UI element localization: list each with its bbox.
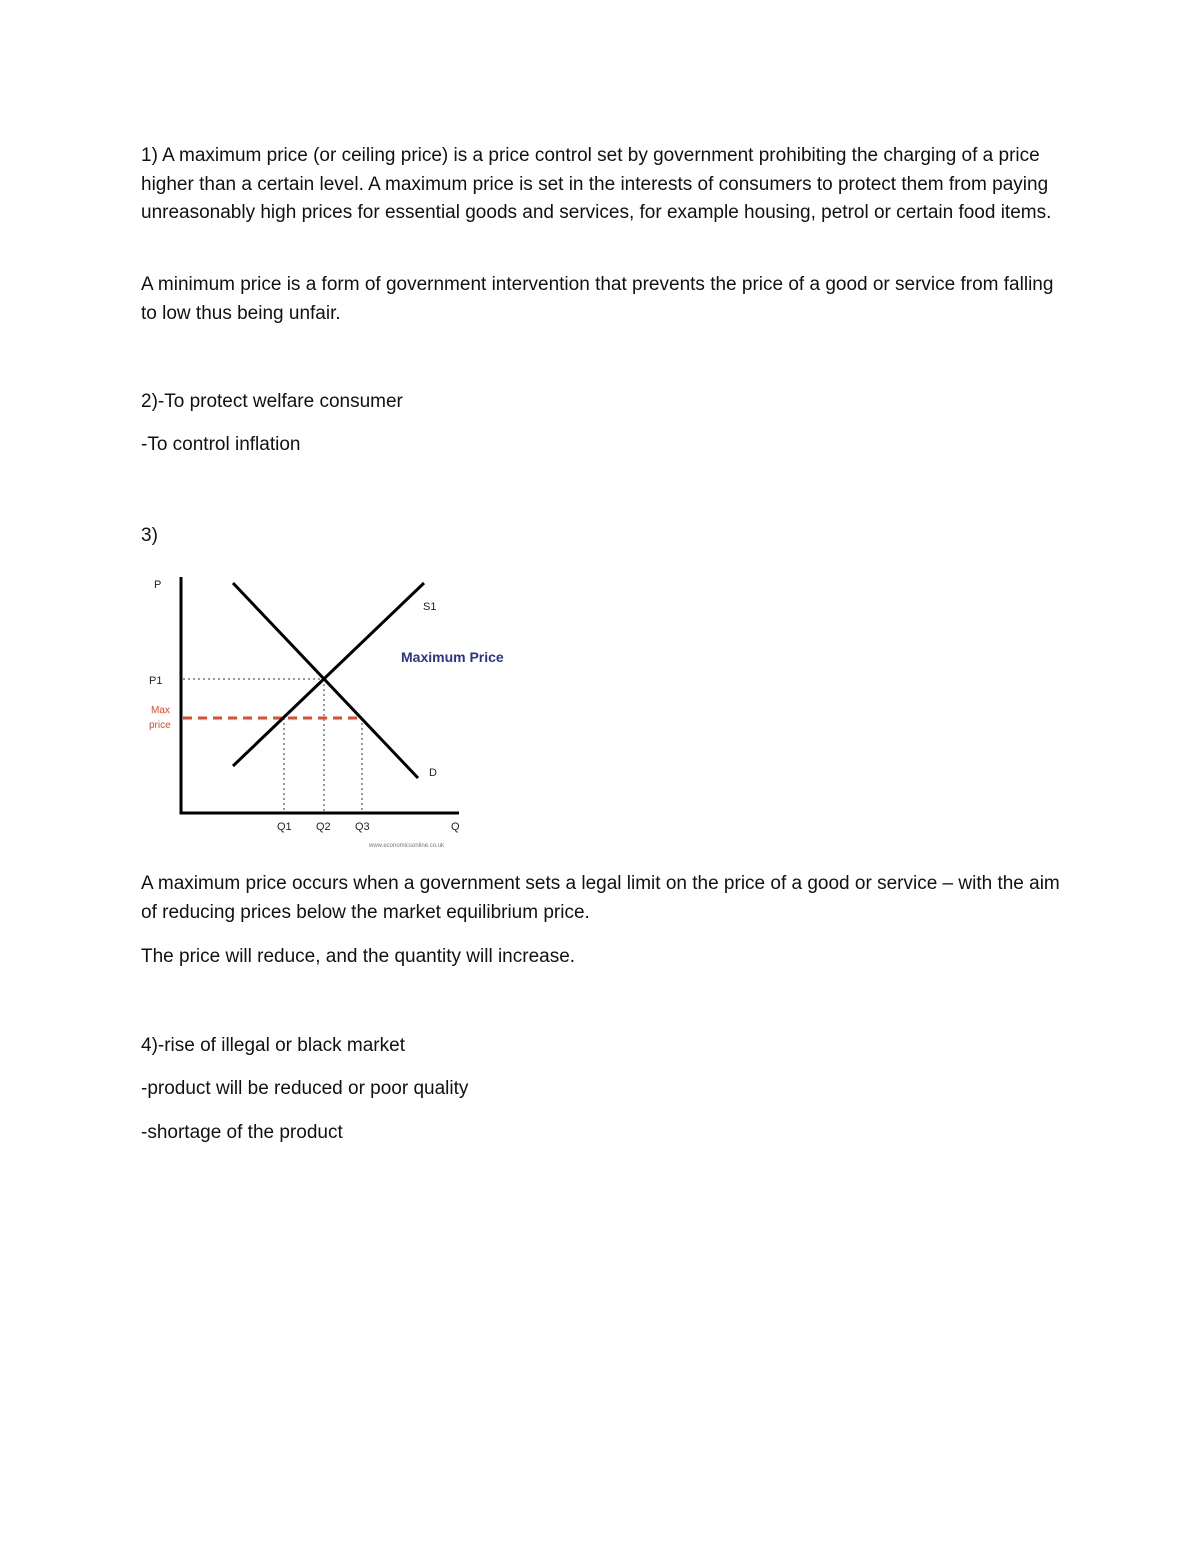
max-price-label-line-2: price: [149, 720, 171, 731]
answer-3-effect: The price will reduce, and the quantity will increase.: [141, 946, 576, 967]
supply-curve-s1: [233, 583, 424, 766]
answer-3-label: 3): [141, 525, 158, 546]
x-axis-label: Q: [451, 821, 460, 833]
demand-label: D: [429, 767, 437, 779]
q2-tick-label: Q2: [316, 821, 331, 833]
max-price-label-line-1: Max: [151, 705, 170, 716]
p1-tick-label: P1: [149, 675, 163, 687]
demand-curve-d: [233, 583, 418, 778]
chart-svg: [141, 565, 521, 855]
chart-title: Maximum Price: [401, 649, 504, 665]
answer-3-explanation: A maximum price occurs when a government sets a legal limit on the price of a good or service – with the aim of reducing prices below the market equilibrium price.: [141, 873, 1060, 923]
minimum-price-paragraph: A minimum price is a form of government intervention that prevents the price of a good or service from falling to low thus being unfair.: [141, 274, 1054, 324]
q1-tick-label: Q1: [277, 821, 292, 833]
q3-tick-label: Q3: [355, 821, 370, 833]
y-axis-label: P: [154, 579, 162, 591]
answer-4-line-1: 4)-rise of illegal or black market: [141, 1035, 405, 1056]
answer-4-line-2: -product will be reduced or poor quality: [141, 1078, 469, 1099]
answer-2-line-1: 2)-To protect welfare consumer: [141, 391, 403, 412]
supply-label: S1: [423, 601, 437, 613]
answer-2-line-2: -To control inflation: [141, 434, 301, 455]
watermark: www.economicsonline.co.uk: [369, 843, 445, 849]
answer-1-paragraph: 1) A maximum price (or ceiling price) is a price control set by government prohibiting the charging of a price higher than a certain level. A maximum price is set in the interests of consumers to protect them from paying unreasonably high prices for essential goods and services, for example housing, petrol or certain food items.: [141, 145, 1052, 223]
maximum-price-diagram: [141, 565, 521, 855]
answer-4-line-3: -shortage of the product: [141, 1122, 343, 1143]
